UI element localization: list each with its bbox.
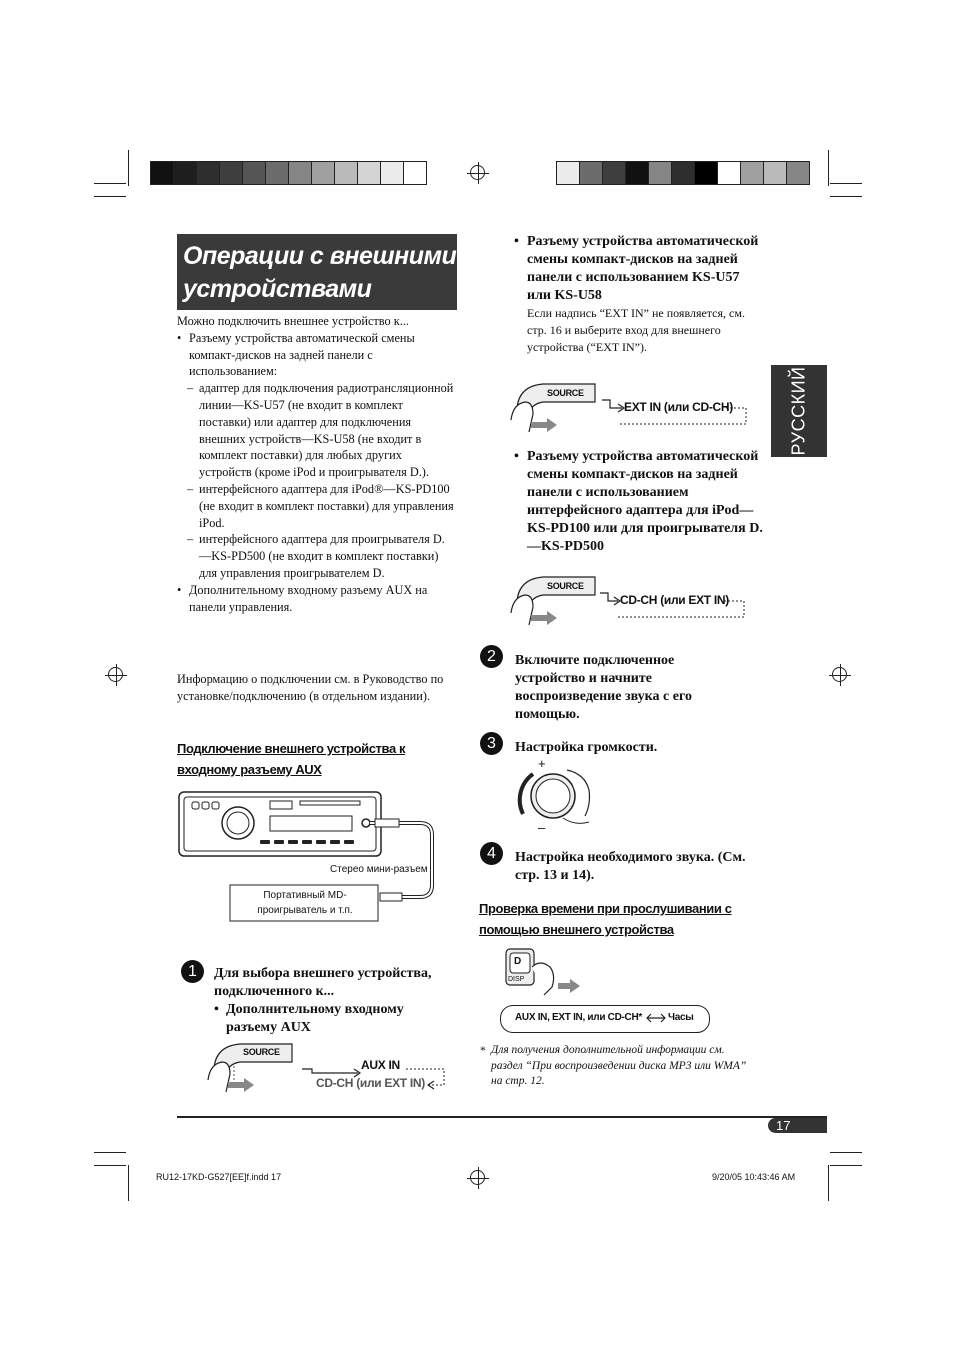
volume-minus: – — [538, 820, 546, 835]
flow-b-label: CD-CH (или EXT IN) — [620, 593, 729, 607]
disp-key-bottom: DISP — [508, 976, 525, 983]
info-text: Информацию о подключении см. в Руководство по установке/подключению (в отдельном издании). — [177, 672, 444, 703]
crop-mark — [828, 150, 829, 186]
device-label-line-2: проигрыватель и т.п. — [257, 905, 353, 916]
aux-subhead: Подключение внешнего устройства к входному разъему AUX — [177, 741, 406, 777]
crop-mark — [830, 1152, 862, 1153]
crop-mark — [94, 1165, 126, 1166]
color-swatch — [404, 162, 426, 184]
page-title — [177, 234, 457, 310]
flow-aux-in: AUX IN — [361, 1058, 400, 1072]
footnote: Для получения дополнительной информации см. раздел “При воспроизведении диска MP3 или WMA” на стр. 12. — [491, 1044, 747, 1087]
crop-mark — [94, 183, 126, 184]
source-button-label-b[interactable]: SOURCE — [547, 581, 584, 591]
color-bar-left — [150, 161, 427, 185]
step-3-badge: 3 — [480, 732, 503, 755]
volume-plus: + — [538, 756, 546, 771]
bullet-b-heading: • Разъему устройства автоматической смены компакт-дисков на задней панели с использованием интерфейсного адаптера для iPod—KS-PD100 или для проигрывателя D.—KS-PD500 — [514, 448, 772, 556]
color-swatch — [358, 162, 381, 184]
color-swatch — [626, 162, 649, 184]
pill-right-label: Часы — [668, 1012, 694, 1023]
crop-mark — [828, 1165, 829, 1201]
crop-mark — [830, 196, 862, 197]
color-swatch — [266, 162, 289, 184]
disp-key-top[interactable]: D — [514, 956, 522, 967]
crop-mark — [830, 183, 862, 184]
title-line-1: Операции с внешними — [183, 242, 457, 270]
step-3-text: Настройка громкости. — [515, 740, 658, 755]
color-swatch — [695, 162, 718, 184]
color-swatch — [335, 162, 358, 184]
color-swatch — [787, 162, 809, 184]
color-swatch — [289, 162, 312, 184]
device-label-line-1: Портативный MD- — [263, 890, 347, 901]
registration-mark — [470, 1170, 485, 1185]
page-number-tab — [768, 1118, 827, 1133]
volume-knob-illustration — [515, 760, 605, 840]
flow-a-label: EXT IN (или CD-CH) — [624, 400, 733, 414]
left-intro-block — [177, 313, 457, 615]
crop-mark — [830, 1165, 862, 1166]
color-swatch — [649, 162, 672, 184]
color-swatch — [243, 162, 266, 184]
flow-arrows-left — [300, 1055, 450, 1095]
clock-subhead: Проверка времени при прослушивании с помощью внешнего устройства — [479, 901, 732, 937]
flow-arrows-b — [598, 591, 748, 621]
footnote-mark: * — [480, 1045, 486, 1057]
bullet-a-block — [514, 233, 759, 355]
step-1-badge: 1 — [181, 960, 204, 983]
flow-cd-ch: CD-CH (или EXT IN) — [316, 1076, 425, 1090]
color-swatch — [197, 162, 220, 184]
step-1-bullet: • Дополнительному входному разъему AUX — [214, 1001, 436, 1037]
step-1-text — [214, 965, 464, 1037]
intro-text: Можно подключить внешнее устройство к... — [177, 314, 409, 328]
language-tab-label: РУССКИЙ — [788, 366, 809, 456]
crop-mark — [128, 1165, 129, 1201]
color-swatch — [151, 162, 174, 184]
dash-ks-u57: – адаптер для подключения радиотрансляционной линии—KS-U57 (не входит в комплект поставки) или адаптер для подключения внешних устройств—KS-U58 (не входит в комплект поставки) для любых других устройств (кроме iPod и проигрывателя D.). — [177, 380, 457, 481]
color-swatch — [557, 162, 580, 184]
dash-ks-pd500: – интерфейсного адаптера для проигрывателя D.—KS-PD500 (не входит в комплект поставки) для управления проигрывателем D. — [177, 531, 457, 581]
bullet-a-heading: • Разъему устройства автоматической смены компакт-дисков на задней панели с использованием KS-U57 или KS-U58 — [514, 233, 759, 305]
color-swatch — [312, 162, 335, 184]
page-number: 17 — [776, 1118, 791, 1133]
stereo-plug-label: Стерео мини-разъем — [330, 864, 428, 875]
color-swatch — [718, 162, 741, 184]
step-4-text: Настройка необходимого звука. (См. стр. 13 и 14). — [515, 850, 746, 883]
color-swatch — [672, 162, 695, 184]
crop-mark — [94, 196, 126, 197]
dash-ks-pd100: – интерфейсного адаптера для iPod®—KS-PD100 (не входит в комплект поставки) для управления iPod. — [177, 481, 457, 531]
source-button-label-a[interactable]: SOURCE — [547, 388, 584, 398]
color-swatch — [764, 162, 787, 184]
footer-date: 9/20/05 10:43:46 AM — [712, 1172, 796, 1182]
color-swatch — [580, 162, 603, 184]
registration-mark — [832, 667, 847, 682]
source-button-label-left[interactable]: SOURCE — [243, 1047, 280, 1057]
aux-jack — [362, 819, 370, 827]
crop-mark — [128, 150, 129, 186]
head-unit-outline — [179, 792, 381, 856]
color-bar-right — [556, 161, 810, 185]
double-arrow-icon — [645, 1013, 667, 1023]
color-swatch — [381, 162, 404, 184]
color-swatch — [603, 162, 626, 184]
bottom-rule — [177, 1116, 827, 1118]
step-4-badge: 4 — [480, 842, 503, 865]
footer-file: RU12-17KD-G527[EE]f.indd 17 — [156, 1172, 282, 1182]
color-swatch — [220, 162, 243, 184]
registration-mark — [470, 165, 485, 180]
step-1-line-2: подключенного к... — [214, 984, 335, 999]
bullet-a-note: Если надпись “EXT IN” не появляется, см. стр. 16 и выберите вход для внешнего устройства (“EXT IN”). — [527, 306, 745, 354]
step-2-badge: 2 — [480, 645, 503, 668]
language-tab — [771, 365, 827, 457]
registration-mark — [108, 667, 123, 682]
color-swatch — [741, 162, 764, 184]
step-2-text: Включите подключенное устройство и начните воспроизведение звука с его помощью. — [515, 653, 692, 722]
device-label — [232, 888, 378, 918]
step-1-line-1: Для выбора внешнего устройства, — [214, 966, 432, 981]
flow-arrows-a — [600, 398, 750, 428]
color-swatch — [174, 162, 197, 184]
crop-mark — [94, 1152, 126, 1153]
title-line-2: устройствами — [183, 275, 372, 303]
bullet-changer-rear: • Разъему устройства автоматической смены компакт-дисков на задней панели с использованием: — [177, 330, 457, 380]
pill-left-label: AUX IN, EXT IN, или CD-CH* — [515, 1012, 642, 1023]
bullet-aux-front: • Дополнительному входному разъему AUX на панели управления. — [177, 582, 457, 616]
disp-key-illustration — [500, 945, 590, 1000]
